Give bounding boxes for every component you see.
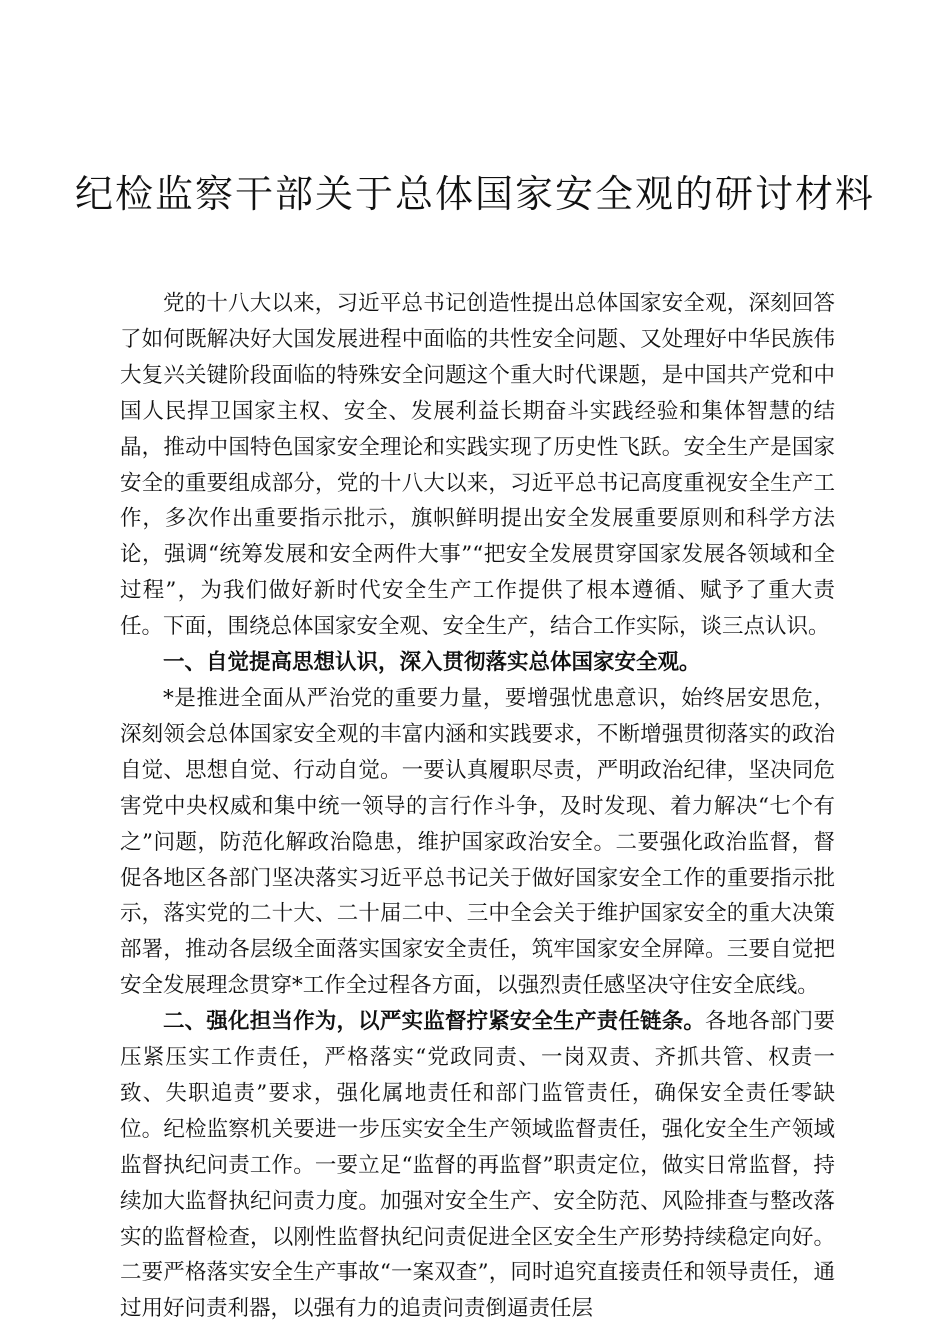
- document-body: [120, 286, 835, 1327]
- intro-paragraph: 党的十八大以来，习近平总书记创造性提出总体国家安全观，深刻回答了如何既解决好大国发展进程中面临的共性安全问题、又处理好中华民族伟大复兴关键阶段面临的特殊安全问题这个重大时代课题，是中国共产党和中国人民捍卫国家主权、安全、发展利益长期奋斗实践经验和集体智慧的结晶，推动中国特色国家安全理论和实践实现了历史性飞跃。安全生产是国家安全的重要组成部分，党的十八大以来，习近平总书记高度重视安全生产工作，多次作出重要指示批示，旗帜鲜明提出安全发展重要原则和科学方法论，强调“统筹发展和安全两件大事”“把安全发展贯穿国家发展各领域和全过程”，为我们做好新时代安全生产工作提供了根本遵循、赋予了重大责任。下面，围绕总体国家安全观、安全生产，结合工作实际，谈三点认识。: [120, 291, 835, 640]
- section-2-body: 各地各部门要压紧压实工作责任，严格落实“党政同责、一岗双责、齐抓共管、权责一致、失职追责”要求，强化属地责任和部门监管责任，确保安全责任零缺位。纪检监察机关要进一步压实安全生产领域监督责任，强化安全生产领域监督执纪问责工作。一要立足“监督的再监督”职责定位，做实日常监督，持续加大监督执纪问责力度。加强对安全生产、安全防范、风险排查与整改落实的监督检查，以刚性监督执纪问责促进全区安全生产形势持续稳定向好。二要严格落实安全生产事故“一案双查”，同时追究直接责任和领导责任，通过用好问责利器，以强有力的追责问责倒逼责任层: [120, 1009, 835, 1322]
- section-2-heading: 二、强化担当作为，以严实监督拧紧安全生产责任链条。: [163, 1009, 706, 1035]
- section-1-paragraph: *是推进全面从严治党的重要力量，要增强忧患意识，始终居安思危，深刻领会总体国家安全观的丰富内涵和实践要求，不断增强贯彻落实的政治自觉、思想自觉、行动自觉。一要认真履职尽责，严明政治纪律，坚决同危害党中央权威和集中统一领导的言行作斗争，及时发现、着力解决“七个有之”问题，防范化解政治隐患，维护国家政治安全。二要强化政治监督，督促各地区各部门坚决落实习近平总书记关于做好国家安全工作的重要指示批示，落实党的二十大、二十届二中、三中全会关于维护国家安全的重大决策部署，推动各层级全面落实国家安全责任，筑牢国家安全屏障。三要自觉把安全发展理念贯穿*工作全过程各方面，以强烈责任感坚决守住安全底线。: [120, 685, 835, 999]
- section-1-heading: 一、自觉提高思想认识，深入贯彻落实总体国家安全观。: [163, 650, 701, 676]
- document-title: 纪检监察干部关于总体国家安全观的研讨材料: [74, 172, 875, 216]
- section-2-paragraph: [120, 1004, 835, 1327]
